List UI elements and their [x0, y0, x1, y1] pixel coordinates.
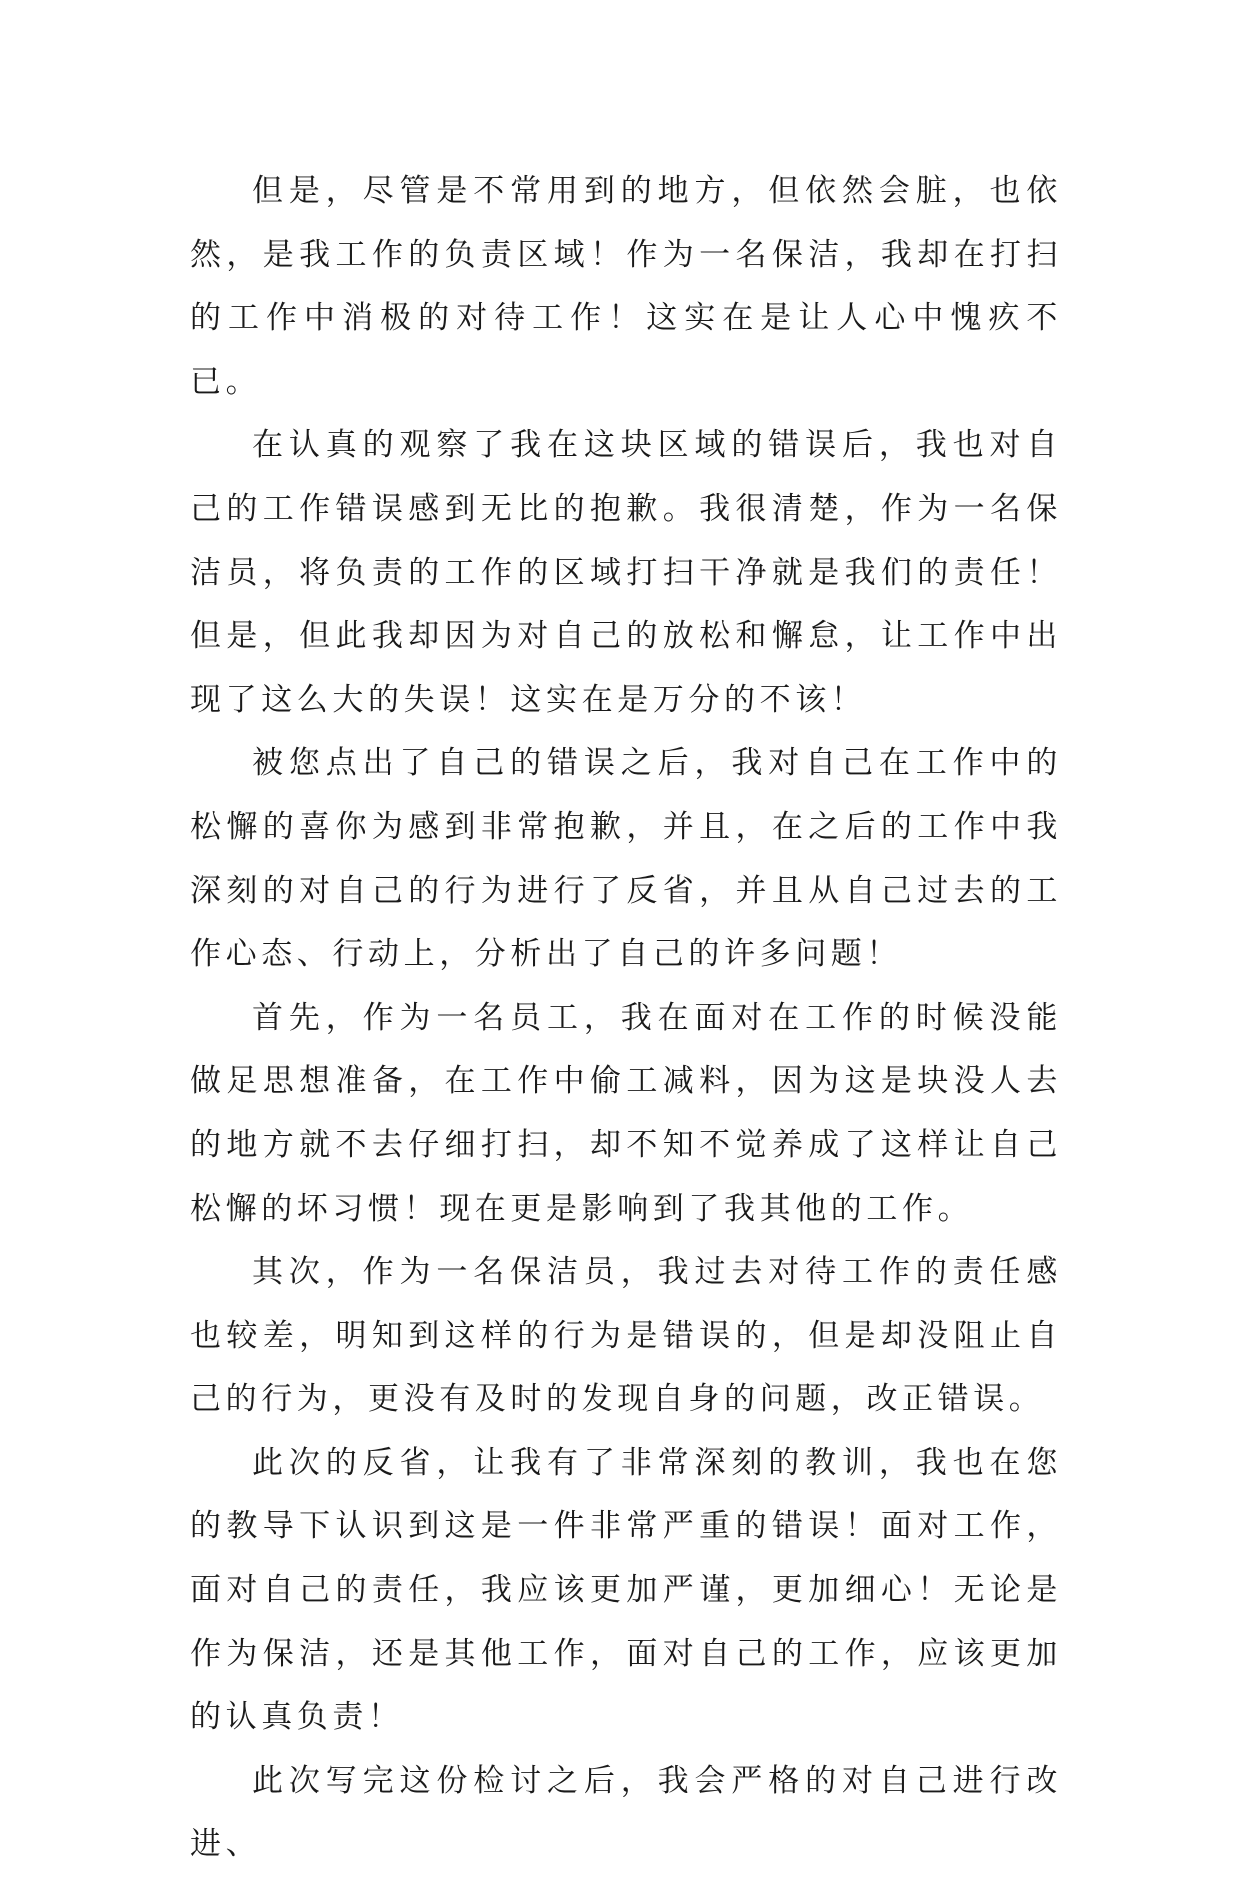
document-body: [190, 160, 1062, 1877]
paragraph-7: 此次写完这份检讨之后，我会严格的对自己进行改进、: [190, 1762, 1062, 1863]
paragraph-6: 此次的反省，让我有了非常深刻的教训，我也在您的教导下认识到这是一件非常严重的错误！面对工作，面对自己的责任，我应该更加严谨，更加细心！无论是作为保洁，还是其他工作，面对自己的工作，应该更加的认真负责！: [190, 1444, 1062, 1736]
paragraph-2: 在认真的观察了我在这块区域的错误后，我也对自己的工作错误感到无比的抱歉。我很清楚，作为一名保洁员，将负责的工作的区域打扫干净就是我们的责任！但是，但此我却因为对自己的放松和懈怠，让工作中出现了这么大的失误！这实在是万分的不该！: [190, 427, 1062, 718]
paragraph-1: 但是，尽管是不常用到的地方，但依然会脏，也依然，是我工作的负责区域！作为一名保洁，我却在打扫的工作中消极的对待工作！这实在是让人心中愧疚不已。: [190, 173, 1062, 400]
paragraph-3: 被您点出了自己的错误之后，我对自己在工作中的松懈的喜你为感到非常抱歉，并且，在之后的工作中我深刻的对自己的行为进行了反省，并且从自己过去的工作心态、行动上，分析出了自己的许多问题！: [190, 745, 1062, 973]
paragraph-5: 其次，作为一名保洁员，我过去对待工作的责任感也较差，明知到这样的行为是错误的，但是却没阻止自己的行为，更没有及时的发现自身的问题，改正错误。: [190, 1254, 1062, 1418]
paragraph-4: 首先，作为一名员工，我在面对在工作的时候没能做足思想准备，在工作中偷工减料，因为这是块没人去的地方就不去仔细打扫，却不知不觉养成了这样让自己松懈的坏习惯！现在更是影响到了我其他的工作。: [190, 999, 1062, 1227]
